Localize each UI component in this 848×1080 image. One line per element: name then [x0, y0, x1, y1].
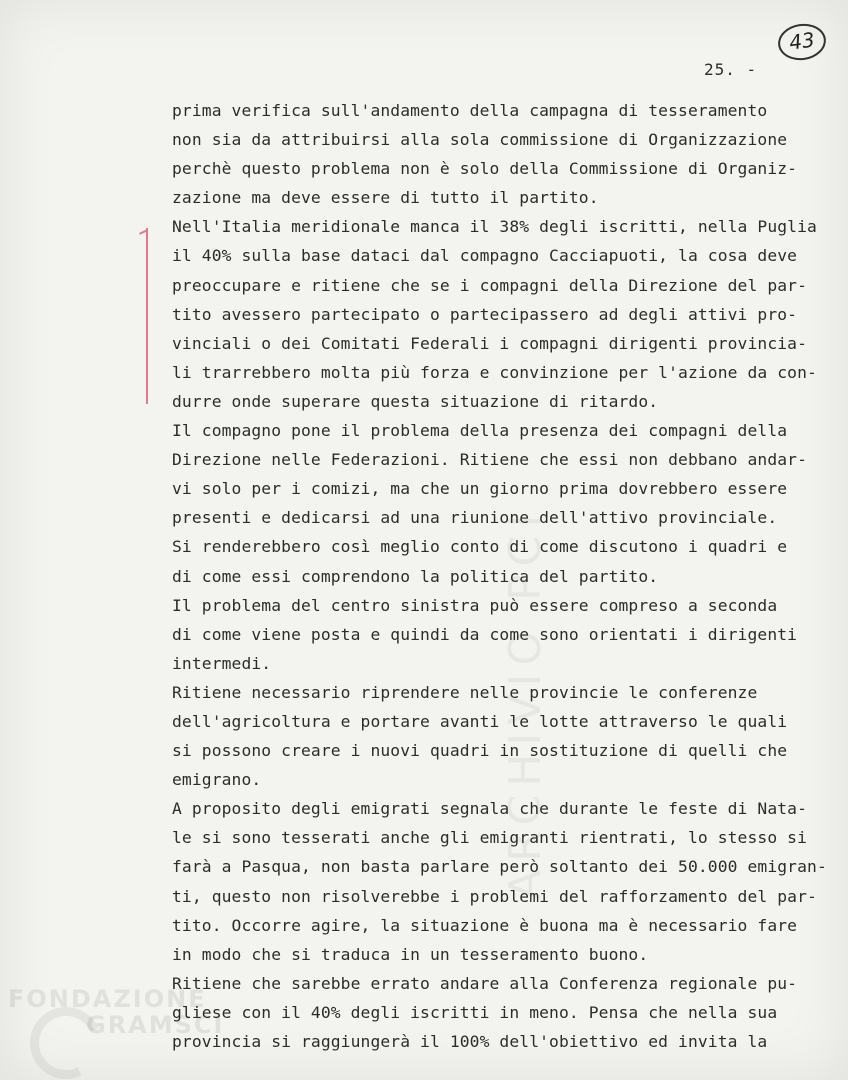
text-line: Direzione nelle Federazioni. Ritiene che essi non debbano andar- [172, 450, 808, 470]
text-line: le si sono tesserati anche gli emigranti rientrati, lo stesso si [172, 828, 808, 848]
text-line: emigrano. [172, 770, 262, 790]
text-line: presenti e dedicarsi ad una riunione dell'attivo provinciale. [172, 508, 778, 528]
text-line: tito. Occorre agire, la situazione è buona ma è necessario fare [172, 915, 798, 935]
text-line: ti, questo non risolverebbe i problemi del rafforzamento del par- [172, 886, 817, 906]
text-line: tito avessero partecipato o partecipassero ad degli attivi pro- [172, 304, 798, 324]
margin-red-line [146, 228, 148, 404]
text-line: si possono creare i nuovi quadri in sostituzione di quelli che [172, 741, 788, 761]
text-line: gliese con il 40% degli iscritti in meno. Pensa che nella sua [172, 1002, 778, 1022]
vertical-watermark: ARCHIVIO PCI [500, 506, 551, 900]
text-line: non sia da attribuirsi alla sola commissione di Organizzazione [172, 130, 788, 150]
text-line: prima verifica sull'andamento della campagna di tesseramento [172, 101, 768, 120]
text-line: Il compagno pone il problema della presenza dei compagni della [172, 421, 788, 441]
text-line: vinciali o dei Comitati Federali i compagni dirigenti provincia- [172, 333, 808, 353]
text-line: dell'agricoltura e portare avanti le lotte attraverso le quali [172, 711, 788, 731]
text-line: di come essi comprendono la politica del partito. [172, 566, 659, 586]
text-line: zazione ma deve essere di tutto il partito. [172, 188, 599, 208]
text-line: li trarrebbero molta più forza e convinzione per l'azione da con- [172, 362, 817, 382]
typewritten-body [172, 96, 832, 1056]
text-line: Ritiene necessario riprendere nelle provincie le conferenze [172, 682, 758, 702]
text-line: preoccupare e ritiene che se i compagni della Direzione del par- [172, 275, 808, 295]
watermark-line2: GRAMSCI [86, 1011, 225, 1039]
archive-number-stamp: 43 [776, 21, 829, 63]
text-line: perchè questo problema non è solo della Commissione di Organiz- [172, 159, 798, 179]
text-line: in modo che si traduca in un tesseramento buono. [172, 944, 649, 964]
text-line: intermedi. [172, 653, 272, 673]
text-line: A proposito degli emigrati segnala che durante le feste di Nata- [172, 799, 808, 819]
text-line: il 40% sulla base dataci dal compagno Cacciapuoti, la cosa deve [172, 246, 798, 266]
text-line: farà a Pasqua, non basta parlare però soltanto dei 50.000 emigran- [172, 857, 827, 877]
watermark-line1: FONDAZIONE [8, 985, 207, 1013]
text-line: vi solo per i comizi, ma che un giorno prima dovrebbero essere [172, 479, 788, 499]
text-line: Il problema del centro sinistra può essere compreso a seconda [172, 595, 778, 615]
text-line: Nell'Italia meridionale manca il 38% degli iscritti, nella Puglia [172, 217, 817, 237]
fondazione-gramsci-watermark [8, 985, 225, 1075]
text-line: Ritiene che sarebbe errato andare alla Conferenza regionale pu- [172, 973, 798, 993]
text-line: durre onde superare questa situazione di ritardo. [172, 391, 659, 411]
page-number: 25. - [704, 60, 758, 79]
text-line: di come viene posta e quindi da come sono orientati i dirigenti [172, 624, 798, 644]
text-line: Si renderebbero così meglio conto di come discutono i quadri e [172, 537, 788, 557]
text-line: provincia si raggiungerà il 100% dell'obiettivo ed invita la [172, 1032, 768, 1051]
